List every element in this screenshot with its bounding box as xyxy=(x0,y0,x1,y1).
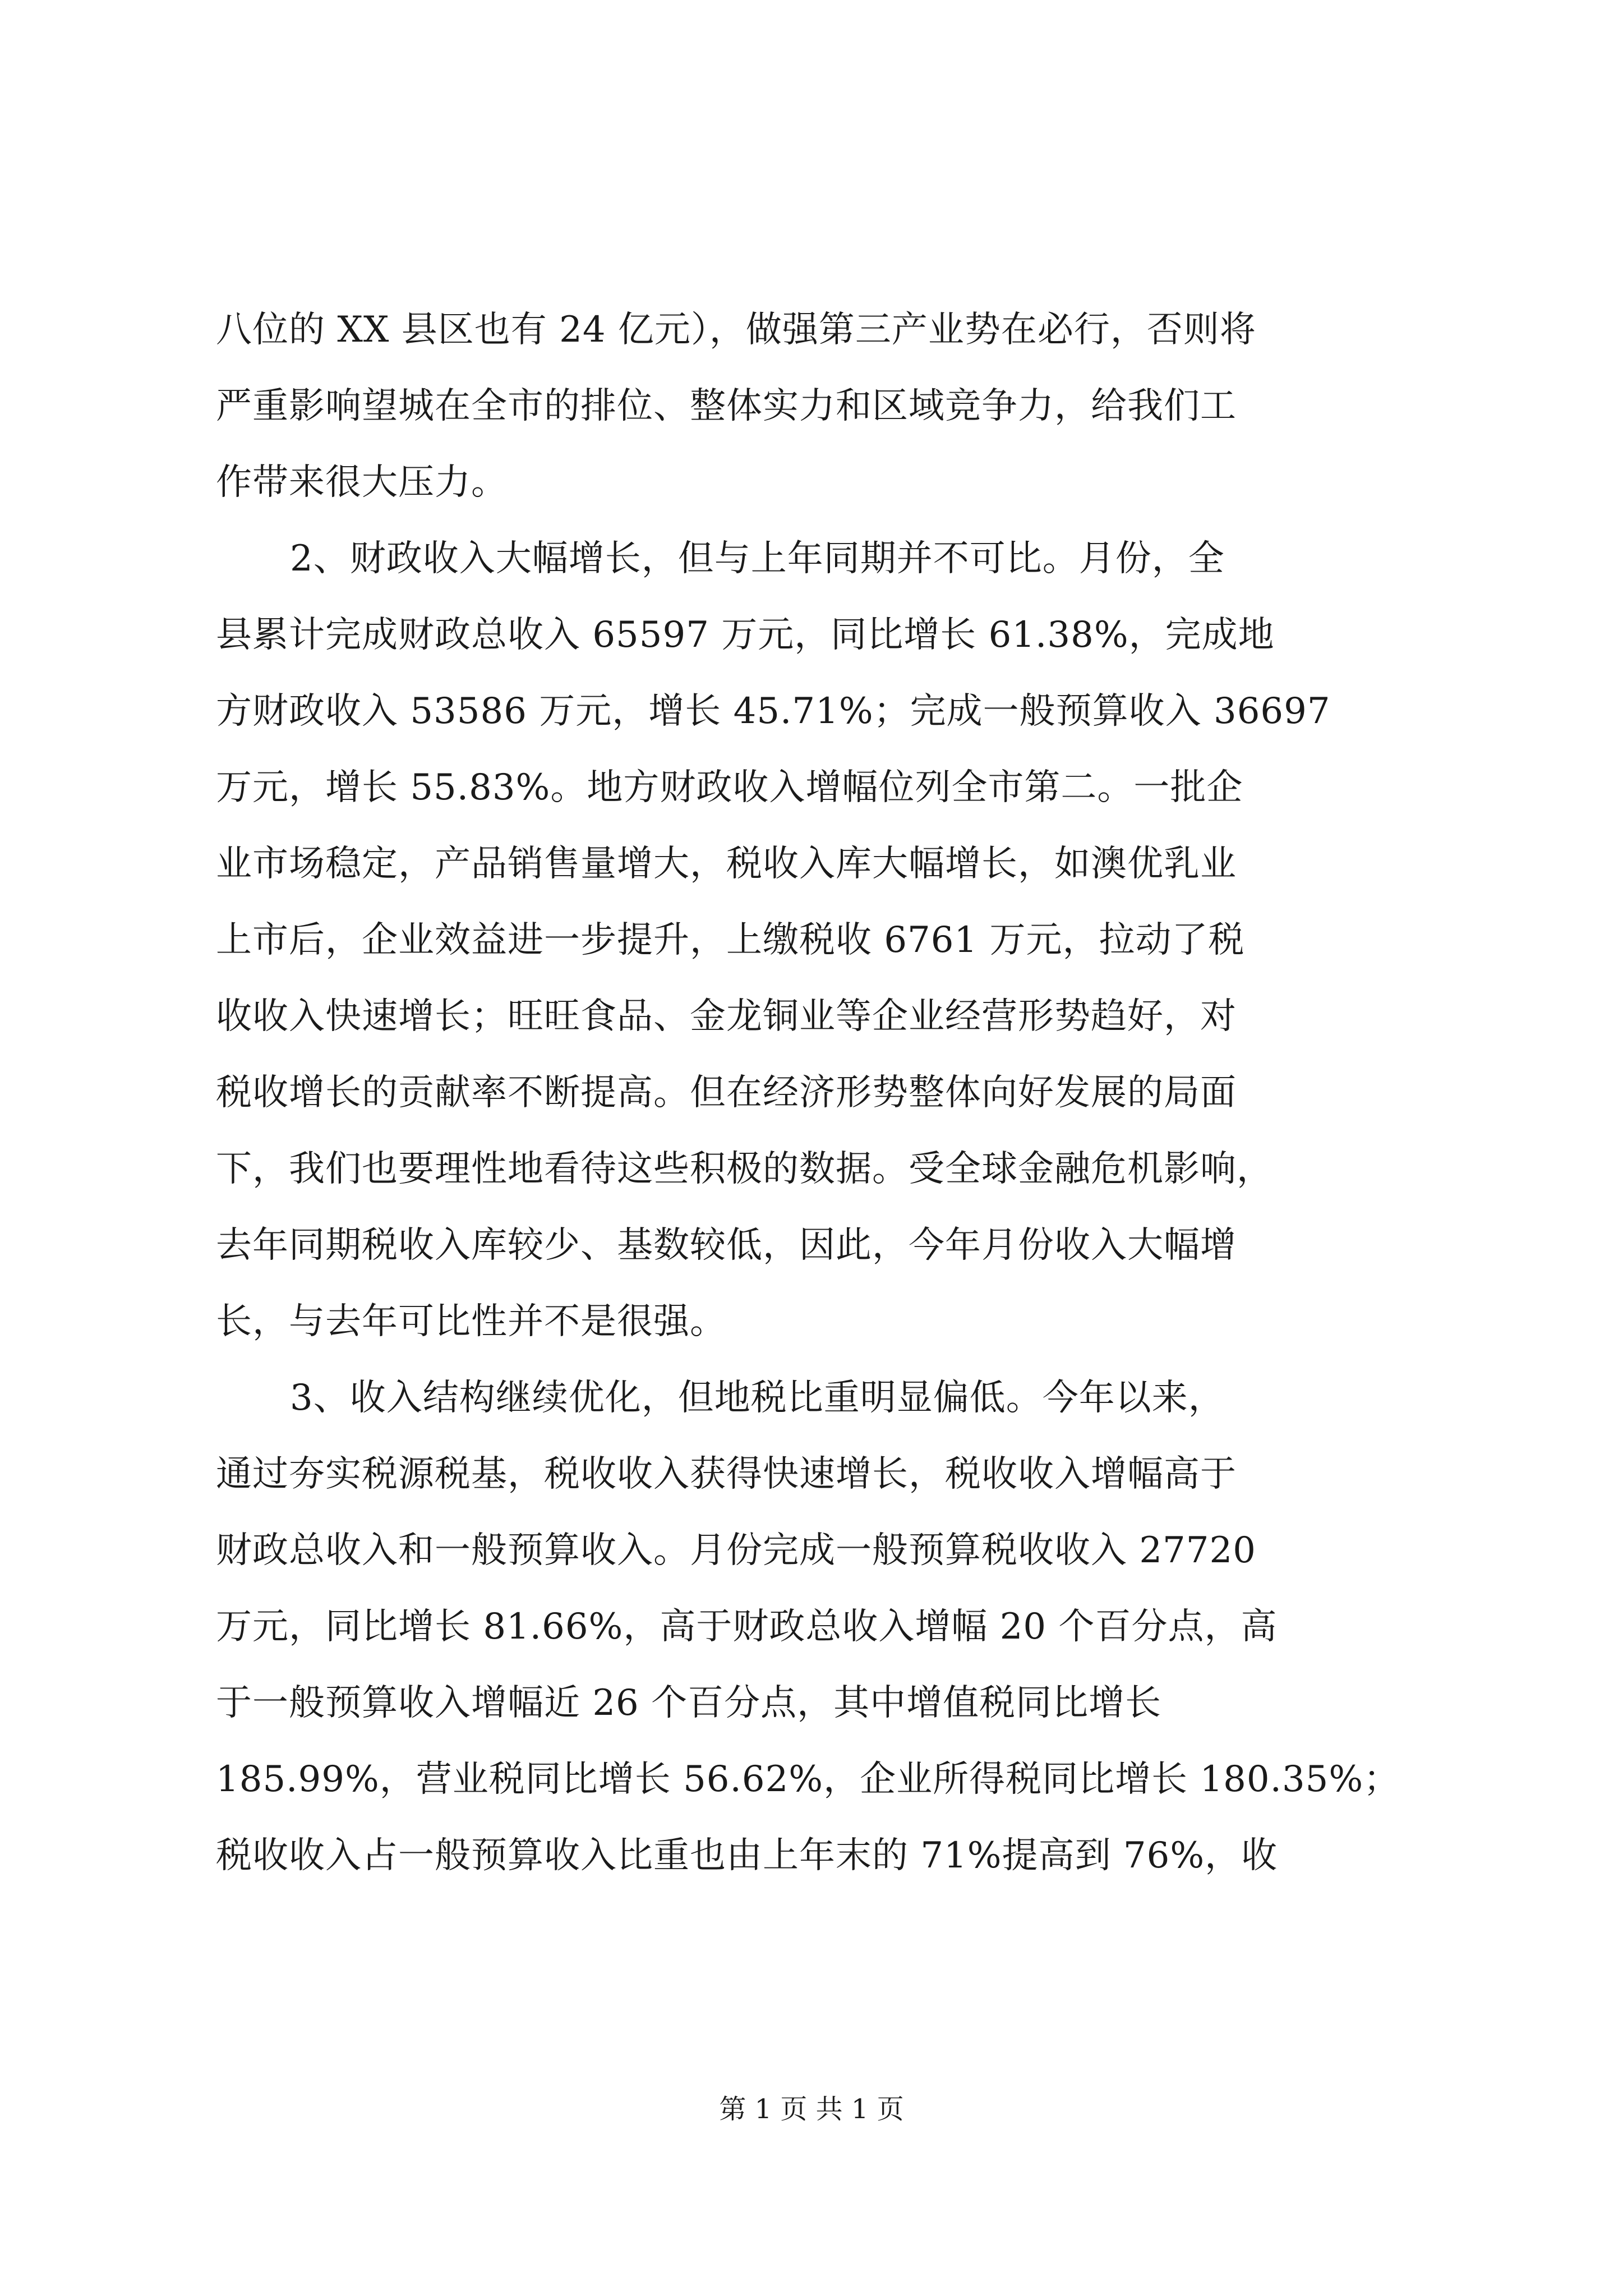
text-line: 收收入快速增长；旺旺食品、金龙铜业等企业经营形势趋好，对 xyxy=(216,996,1237,1037)
text-line: 万元，增长 55.83%。地方财政收入增幅位列全市第二。一批企 xyxy=(216,767,1243,808)
text-line: 业市场稳定，产品销售量增大，税收入库大幅增长，如澳优乳业 xyxy=(216,843,1237,885)
text-line: 方财政收入 53586 万元，增长 45.71%；完成一般预算收入 36697 xyxy=(216,691,1331,732)
text-line: 通过夯实税源税基，税收收入获得快速增长，税收收入增幅高于 xyxy=(216,1453,1237,1495)
text-line: 财政总收入和一般预算收入。月份完成一般预算税收收入 27720 xyxy=(216,1530,1256,1571)
text-line: 作带来很大压力。 xyxy=(216,462,508,503)
text-line: 3、收入结构继续优化，但地税比重明显偏低。今年以来， xyxy=(290,1377,1225,1419)
text-line: 县累计完成财政总收入 65597 万元，同比增长 61.38%，完成地 xyxy=(216,614,1275,656)
text-line: 去年同期税收入库较少、基数较低，因此，今年月份收入大幅增 xyxy=(216,1225,1237,1266)
page-footer: 第 1 页 共 1 页 xyxy=(719,2093,904,2125)
text-line: 下，我们也要理性地看待这些积极的数据。受全球金融危机影响， xyxy=(216,1148,1273,1190)
text-line: 严重影响望城在全市的排位、整体实力和区域竞争力，给我们工 xyxy=(216,385,1237,427)
text-line: 185.99%，营业税同比增长 56.62%，企业所得税同比增长 180.35%； xyxy=(216,1759,1400,1800)
text-line: 于一般预算收入增幅近 26 个百分点，其中增值税同比增长 xyxy=(216,1682,1162,1724)
text-line: 万元，同比增长 81.66%，高于财政总收入增幅 20 个百分点，高 xyxy=(216,1606,1278,1648)
text-line: 2、财政收入大幅增长，但与上年同期并不可比。月份，全 xyxy=(290,538,1225,579)
text-line: 税收增长的贡献率不断提高。但在经济形势整体向好发展的局面 xyxy=(216,1072,1237,1114)
text-line: 上市后，企业效益进一步提升，上缴税收 6761 万元，拉动了税 xyxy=(216,919,1245,961)
text-line: 税收收入占一般预算收入比重也由上年末的 71%提高到 76%，收 xyxy=(216,1835,1278,1876)
document-body xyxy=(216,292,1416,1894)
text-line: 八位的 XX 县区也有 24 亿元），做强第三产业势在必行，否则将 xyxy=(216,309,1256,351)
text-line: 长，与去年可比性并不是很强。 xyxy=(216,1301,726,1342)
